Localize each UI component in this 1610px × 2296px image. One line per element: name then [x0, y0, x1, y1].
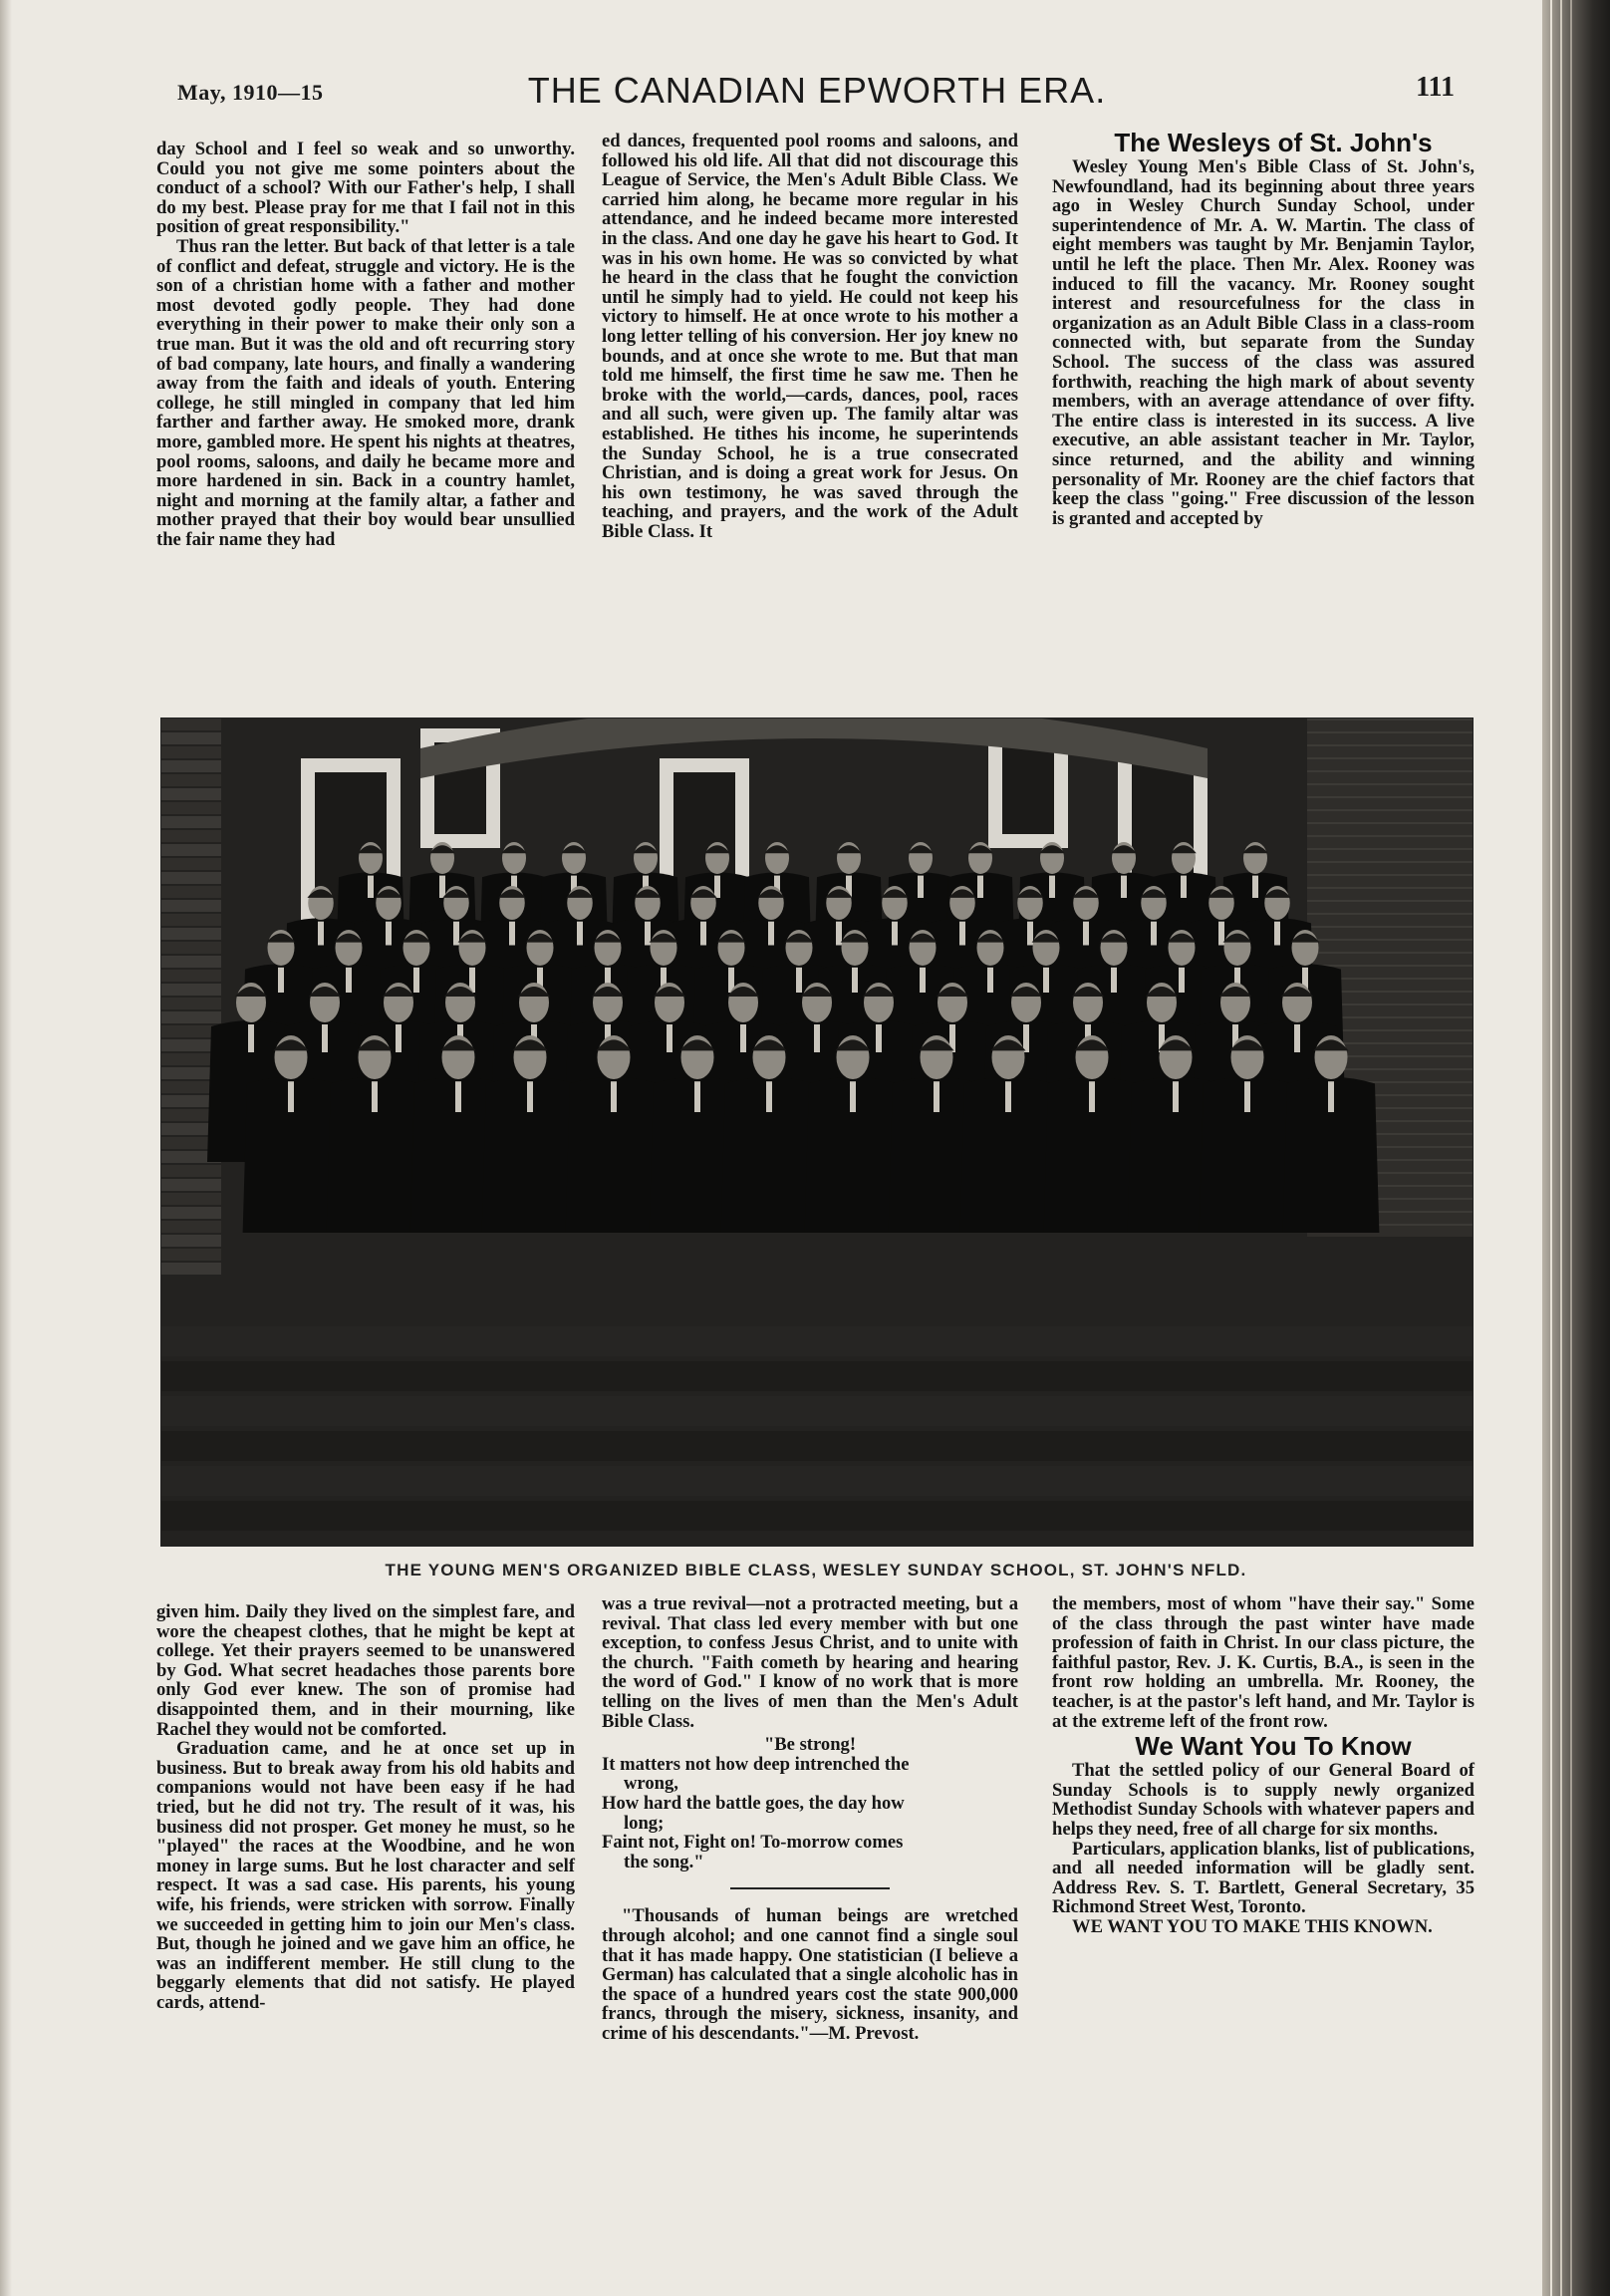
- person-collar: [814, 1024, 820, 1052]
- person-collar: [1179, 968, 1185, 993]
- wall-siding: [161, 816, 221, 828]
- paragraph: given him. Daily they lived on the simplest fare, and wore the cheapest clothes, that he might be kept at college. Yet their prayers seemed to be unanswered by God. What secret headaches those parents bore only God ever knew. The son of promise had disappointed them, and in their mourning, like Rachel they would not be comforted.: [156, 1601, 575, 1740]
- tower-siding: [1307, 952, 1473, 954]
- person-collar: [918, 876, 924, 898]
- paragraph: day School and I feel so weak and so unworthy. Could you not give me some pointers about the conduct of a school? With our Father's help, I shall do my best. Please pray for me that I fail not in this position of great responsibility.": [156, 139, 575, 238]
- tower-siding: [1307, 874, 1473, 876]
- wall-siding: [161, 886, 221, 898]
- poem: [602, 1735, 1018, 1871]
- wall-siding: [161, 970, 221, 982]
- wall-siding: [161, 1249, 221, 1261]
- step: [161, 1501, 1473, 1531]
- section-divider: [730, 1887, 890, 1890]
- step: [161, 1396, 1473, 1426]
- tower-siding: [1307, 848, 1473, 850]
- wall-siding: [161, 1193, 221, 1205]
- poem-line: How hard the battle goes, the day how: [602, 1792, 905, 1814]
- wall-siding: [161, 1221, 221, 1233]
- wall-siding: [161, 774, 221, 786]
- poem-line: wrong,: [624, 1773, 678, 1795]
- person-collar: [1181, 876, 1187, 898]
- person-collar: [368, 876, 374, 898]
- person-collar: [288, 1081, 294, 1112]
- person-collar: [396, 1024, 402, 1052]
- poem-line: It matters not how deep intrenched the: [602, 1753, 910, 1775]
- wall-siding: [161, 718, 221, 730]
- column-1-bottom: [156, 1602, 575, 2012]
- photo-caption: THE YOUNG MEN'S ORGANIZED BIBLE CLASS, WESLEY SUNDAY SCHOOL, ST. JOHN'S NFLD.: [385, 1561, 1247, 1579]
- person-collar: [1043, 968, 1049, 993]
- tower-siding: [1307, 913, 1473, 915]
- person-collar: [645, 922, 651, 946]
- wall-siding: [161, 802, 221, 814]
- person-collar: [1151, 922, 1157, 946]
- person-collar: [1121, 876, 1127, 898]
- wall-siding: [161, 732, 221, 744]
- person-collar: [920, 968, 926, 993]
- person-collar: [876, 1024, 882, 1052]
- magazine-title: THE CANADIAN EPWORTH ERA.: [527, 70, 1107, 111]
- photo-illustration: [161, 718, 1473, 1546]
- tower-siding: [1307, 939, 1473, 941]
- tower-siding: [1307, 718, 1473, 720]
- tower-siding: [1307, 744, 1473, 746]
- tower-siding: [1307, 731, 1473, 733]
- person-collar: [611, 1081, 617, 1112]
- person-collar: [977, 876, 983, 898]
- wall-siding: [161, 788, 221, 800]
- person-collar: [1173, 1081, 1179, 1112]
- paragraph: Thus ran the letter. But back of that letter is a tale of conflict and defeat, struggle and victory. He is the son of a christian home with a father and mother most devoted godly people. They had done everything in their power to make their only son a true man. But it was the old and oft recurring story of bad company, late hours, and finally a wandering away from the faith and ideals of youth. Entering college, he still mingled in company that led him farther and farther away. He smoked more, drank more, gambled more. He spent his nights at theatres, pool rooms, saloons, and daily he became more and more hardened in sin. Back in a country hamlet, night and morning at the family altar, a father and mother prayed that their boy would bear unsullied the fair name they had: [156, 235, 575, 550]
- person-collar: [892, 922, 898, 946]
- paragraph: That the settled policy of our General Board of Sunday Schools is to supply newly organized Methodist Sunday Schools with whatever papers and helps they need, free of all charge for six months.: [1052, 1760, 1475, 1840]
- person-collar: [934, 1081, 939, 1112]
- tower-siding: [1307, 835, 1473, 837]
- issue-date: May, 1910—15: [177, 80, 324, 105]
- wall-siding: [161, 942, 221, 954]
- person-collar: [1023, 1024, 1029, 1052]
- tower-siding: [1307, 822, 1473, 824]
- wall-siding: [161, 760, 221, 772]
- person-collar: [836, 922, 842, 946]
- paragraph: was a true revival—not a protracted meeting, but a revival. That class led every member with but one exception, to confess Jesus Christ, and to unite with the church. "Faith cometh by hearing and hearing the word of God." I know of no work that is more telling on the lives of men than the Men's Adult Bible Class.: [602, 1593, 1018, 1732]
- page-edge: [1550, 0, 1552, 2296]
- paragraph: Wesley Young Men's Bible Class of St. John's, Newfoundland, had its beginning about three years ago in Wesley Church Sunday School, under superintendence of Mr. A. W. Martin. The class of eight members was taught by Mr. Benjamin Taylor, until he left the place. Then Mr. Alex. Rooney was induced to fill the vacancy. Mr. Rooney sought interest and resourcefulness for the class in organization as an Adult Bible Class in a class-room connected with, but separate from the Sunday School. The success of the class was assured forthwith, reaching the high mark of about seventy members, with an average attendance of over fifty. The entire class is interested in its success. A live executive, an able assistant teacher in Mr. Taylor, since returned, and the ability and winning personality of Mr. Rooney are the chief factors that keep the class "going." Free discussion of the lesson is granted and accepted by: [1052, 156, 1475, 529]
- paragraph: Graduation came, and he at once set up in business. But to break away from his old habits and companions would not have been easy if he had tried, but he did not try. The result of it was, his business did not prosper. Get money he must, so he "played" the races at the Woodbine, and he won money in large sums. But he lost character and self respect. It was a sad case. His parents, his young wife, his friends, were stricken with sorrow. Finally we succeeded in getting him to join our Men's class. But, though he joined and we gave him an office, he was an indifferent member. He still clung to the beggarly elements that did not satisfy. He played cards, attend-: [156, 1738, 575, 2013]
- person-collar: [455, 1081, 461, 1112]
- poem-line: the song.": [624, 1851, 704, 1872]
- person-collar: [740, 1024, 746, 1052]
- person-collar: [413, 968, 419, 993]
- tower-siding: [1307, 861, 1473, 863]
- tower-siding: [1307, 965, 1473, 967]
- person-collar: [439, 876, 445, 898]
- tower-siding: [1307, 809, 1473, 811]
- wall-siding: [161, 1263, 221, 1275]
- step: [161, 1431, 1473, 1461]
- person-collar: [850, 1081, 856, 1112]
- wall-siding: [161, 928, 221, 940]
- tower-siding: [1307, 926, 1473, 928]
- window-pane: [1002, 742, 1054, 834]
- person-collar: [1274, 922, 1280, 946]
- wall-siding: [161, 900, 221, 912]
- group-photograph: [160, 718, 1474, 1547]
- person-collar: [509, 922, 515, 946]
- tower-siding: [1307, 900, 1473, 902]
- paragraph: the members, most of whom "have their say." Some of the class through the past winter have made profession of faith in Christ. In our class picture, the faithful pastor, Rev. J. K. Curtis, B.A., is seen in the front row holding an umbrella. Mr. Rooney, the teacher, is at the pastor's left hand, and Mr. Taylor is at the extreme left of the front row.: [1052, 1593, 1475, 1732]
- person-collar: [248, 1024, 254, 1052]
- wall-siding: [161, 1165, 221, 1177]
- column-3-top: [1052, 128, 1475, 528]
- paragraph: ed dances, frequented pool rooms and saloons, and followed his old life. All that did not discourage this League of Service, the Men's Adult Bible Class. We carried him along, he became more regular in his attendance, and he indeed became more interested in the class. And one day he gave his heart to God. It was in his own home. He was so convicted by what he heard in the class that he fought the conviction until he simply had to yield. He could not keep his victory to himself. He at once wrote to his mother a long letter telling of his conversion. Her joy knew no bounds, and at once she wrote to me. But that man told me himself, the first time he saw me. Then he broke with the world,—cards, dances, pool, races and all such, were given up. The family altar was established. He tithes his income, he superintends the Sunday School, he is a true consecrated Christian, and is doing a great work for Jesus. On his own testimony, he was saved through the teaching, and prayers, and the work of the Adult Bible Class. It: [602, 131, 1018, 542]
- person-collar: [278, 968, 284, 993]
- wall-siding: [161, 1179, 221, 1191]
- person-collar: [667, 1024, 672, 1052]
- step: [161, 1466, 1473, 1496]
- wall-siding: [161, 872, 221, 884]
- person-collar: [987, 968, 993, 993]
- wall-siding: [161, 844, 221, 856]
- wall-siding: [161, 746, 221, 758]
- article-heading-we-want-you: We Want You To Know: [1135, 1731, 1412, 1762]
- person-collar: [318, 922, 324, 946]
- column-3-bottom: [1052, 1594, 1475, 1937]
- wall-siding: [161, 984, 221, 996]
- wall-siding: [161, 1207, 221, 1219]
- book-gutter: [1542, 0, 1610, 2296]
- person-collar: [1049, 876, 1055, 898]
- person-collar: [346, 968, 352, 993]
- poem-line: "Be strong!: [763, 1734, 857, 1756]
- person-collar: [1111, 968, 1117, 993]
- tower-siding: [1307, 796, 1473, 798]
- person-collar: [694, 1081, 700, 1112]
- column-2-bottom: [602, 1594, 1018, 2043]
- person-collar: [1005, 1081, 1011, 1112]
- person-collar: [1089, 1081, 1095, 1112]
- wall-siding: [161, 858, 221, 870]
- wall-siding: [161, 956, 221, 968]
- column-1-top: [156, 140, 575, 549]
- article-heading-wesleys: The Wesleys of St. John's: [1114, 128, 1433, 157]
- column-2-top: [602, 132, 1018, 541]
- step: [161, 1361, 1473, 1391]
- person-collar: [1294, 1024, 1300, 1052]
- person-collar: [959, 922, 965, 946]
- person-collar: [1027, 922, 1033, 946]
- tower-siding: [1307, 887, 1473, 889]
- page-number: 111: [1416, 72, 1455, 103]
- page-header: [159, 64, 1475, 120]
- person-collar: [1252, 876, 1258, 898]
- person-collar: [372, 1081, 378, 1112]
- page-edge: [1570, 0, 1572, 2296]
- wall-siding: [161, 914, 221, 926]
- person-collar: [1244, 1081, 1250, 1112]
- person-collar: [700, 922, 706, 946]
- person-collar: [766, 1081, 772, 1112]
- wall-siding: [161, 998, 221, 1009]
- person-collar: [453, 922, 459, 946]
- tower-siding: [1307, 783, 1473, 785]
- wall-siding: [161, 1011, 221, 1023]
- paragraph: WE WANT YOU TO MAKE THIS KNOWN.: [1072, 1915, 1433, 1937]
- paragraph: Particulars, application blanks, list of publications, and all needed information will be gladly sent. Address Rev. S. T. Bartlett, General Secretary, 35 Richmond Street West, Toronto.: [1052, 1838, 1475, 1918]
- person-collar: [1083, 922, 1089, 946]
- person-collar: [577, 922, 583, 946]
- person-collar: [386, 922, 392, 946]
- paragraph: "Thousands of human beings are wretched through alcohol; and one cannot find a single soul that it has made happy. One statistician (I believe a German) has calculated that a single alcoholic has in the space of a hundred years cost the state 900,000 francs, through the misery, sickness, insanity, and crime of his descendants."—M. Prevost.: [602, 1905, 1018, 2044]
- person-collar: [527, 1081, 533, 1112]
- wall-siding: [161, 830, 221, 842]
- person-collar: [1218, 922, 1224, 946]
- tower-siding: [1307, 757, 1473, 759]
- poem-line: long;: [624, 1812, 665, 1834]
- poem-line: Faint not, Fight on! To-morrow comes: [602, 1832, 904, 1854]
- page-edge: [1560, 0, 1562, 2296]
- person-collar: [714, 876, 720, 898]
- step: [161, 1326, 1473, 1356]
- tower-siding: [1307, 770, 1473, 772]
- person-collar: [1328, 1081, 1334, 1112]
- person-collar: [768, 922, 774, 946]
- person-collar: [796, 968, 802, 993]
- person-collar: [852, 968, 858, 993]
- person-collar: [322, 1024, 328, 1052]
- wall-siding: [161, 1235, 221, 1247]
